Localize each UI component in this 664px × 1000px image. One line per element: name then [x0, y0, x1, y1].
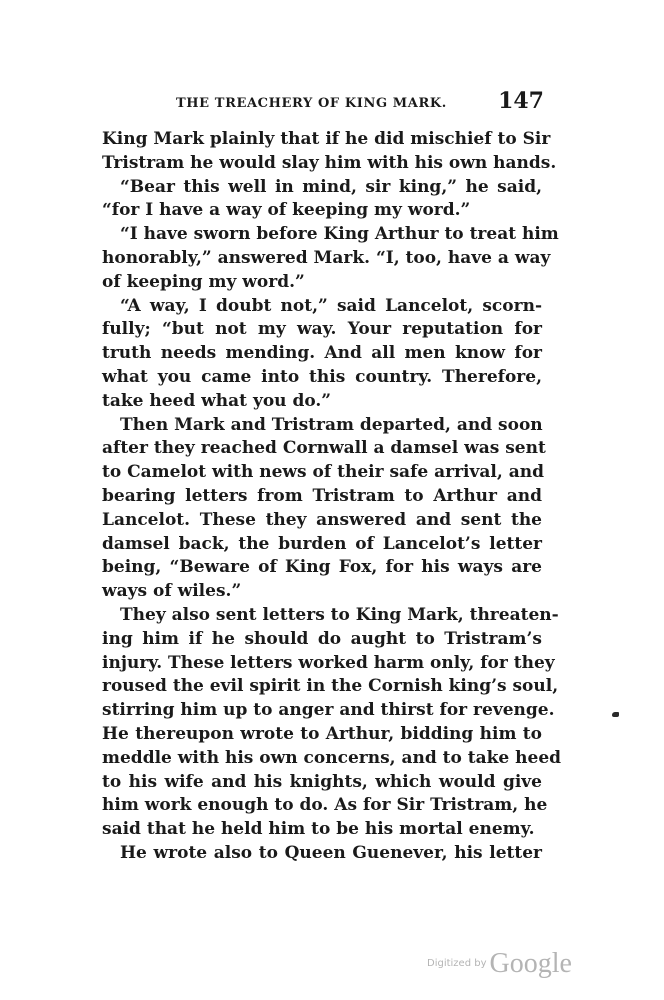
paragraph [102, 604, 562, 842]
text-line: Tristram he would slay him with his own hands. [102, 152, 557, 173]
page-number: 147 [498, 88, 544, 114]
text-line: ing him if he should do aught to Tristram’s [102, 628, 542, 649]
text-line: damsel back, the burden of Lancelot’s letter [102, 533, 542, 554]
text-line: meddle with his own concerns, and to take heed [102, 747, 562, 768]
text-line: He thereupon wrote to Arthur, bidding him to [102, 723, 542, 744]
text-line: bearing letters from Tristram to Arthur and [102, 485, 542, 506]
text-line: “Bear this well in mind, sir king,” he said, [120, 176, 542, 197]
text-line: He wrote also to Queen Guenever, his letter [120, 842, 542, 863]
text-line: ways of wiles.” [102, 581, 242, 602]
digitization-watermark [427, 948, 572, 980]
page-header [176, 88, 544, 118]
paragraph [102, 223, 559, 294]
text-line: him work enough to do. As for Sir Tristram, he [102, 795, 548, 816]
paragraph [102, 414, 546, 604]
paragraph [102, 128, 557, 176]
text-line: what you came into this country. Therefore, [102, 366, 542, 387]
text-line: to Camelot with news of their safe arrival, and [102, 462, 544, 483]
text-line: “A way, I doubt not,” said Lancelot, scorn- [120, 295, 542, 316]
paragraph [102, 842, 542, 866]
text-line: Lancelot. These they answered and sent the [102, 509, 542, 530]
paragraph [102, 176, 542, 224]
text-line: stirring him up to anger and thirst for revenge. [102, 700, 555, 721]
text-line: Then Mark and Tristram departed, and soon [120, 414, 543, 435]
text-line: being, “Beware of King Fox, for his ways are [102, 557, 542, 578]
text-line: of keeping my word.” [102, 271, 305, 292]
watermark-google-logo: Google [489, 948, 572, 979]
text-line: truth needs mending. And all men know for [102, 343, 542, 364]
text-line: after they reached Cornwall a damsel was sent [102, 438, 546, 459]
watermark-digitized-by: Digitized by [427, 958, 487, 969]
running-title: THE TREACHERY OF KING MARK. [176, 96, 447, 111]
text-line: honorably,” answered Mark. “I, too, have a way [102, 247, 551, 268]
text-line: said that he held him to be his mortal enemy. [102, 819, 535, 840]
text-line: They also sent letters to King Mark, threaten- [120, 604, 559, 625]
text-line: injury. These letters worked harm only, for they [102, 652, 555, 673]
text-line: roused the evil spirit in the Cornish king’s soul, [102, 676, 559, 697]
text-line: “I have sworn before King Arthur to treat him [120, 224, 559, 245]
text-line: King Mark plainly that if he did mischief to Sir [102, 129, 551, 149]
text-line: to his wife and his knights, which would give [102, 771, 542, 792]
body-text [102, 128, 562, 866]
text-line: fully; “but not my way. Your reputation for [102, 319, 542, 340]
stray-ink-mark [612, 712, 619, 717]
text-line: take heed what you do.” [102, 390, 332, 411]
text-line: “for I have a way of keeping my word.” [102, 200, 471, 221]
paragraph [102, 295, 542, 414]
